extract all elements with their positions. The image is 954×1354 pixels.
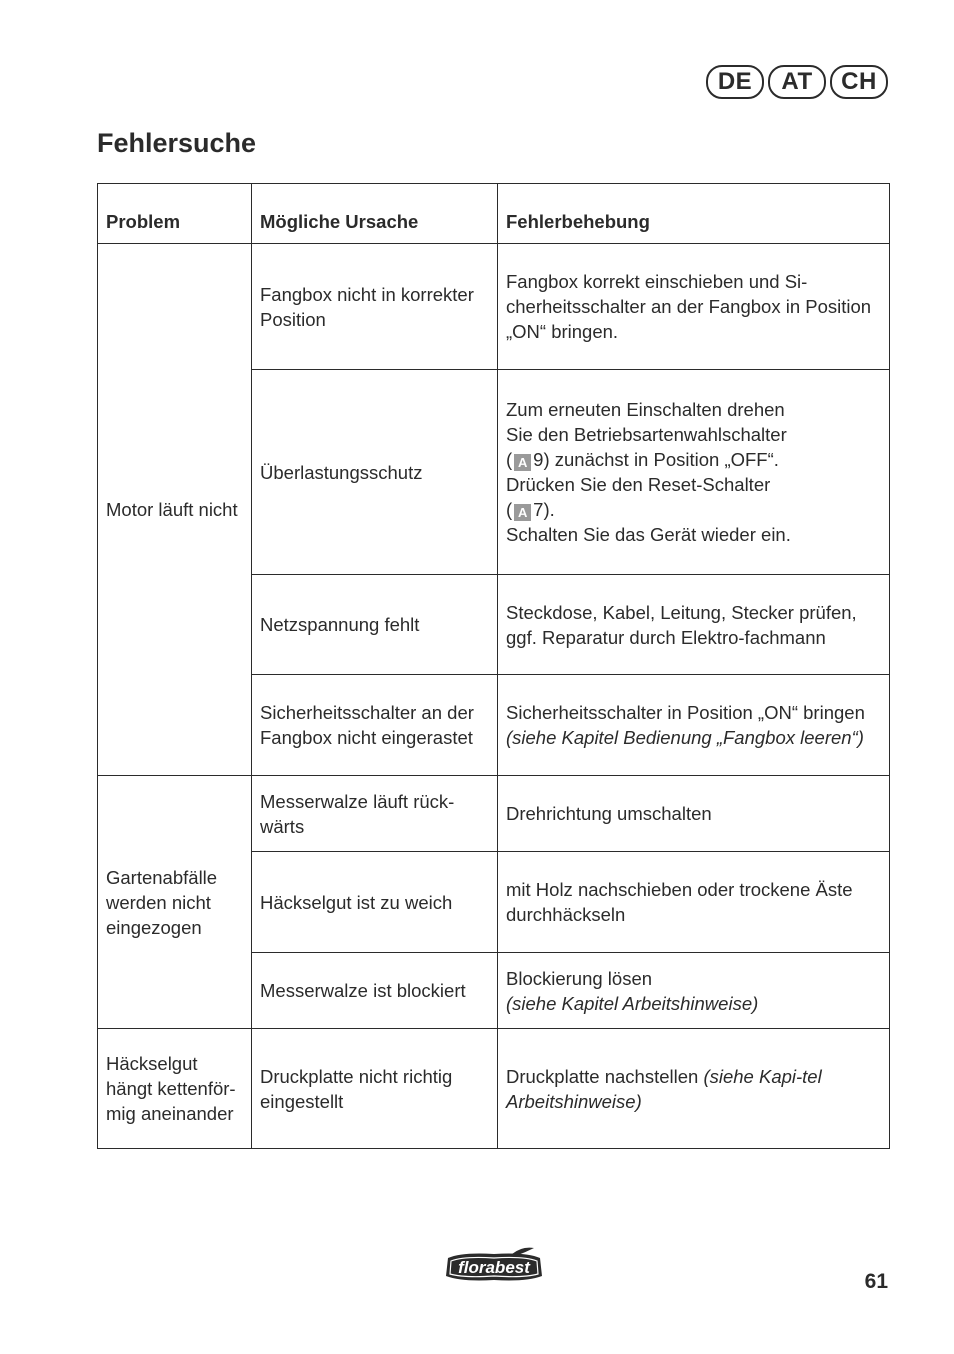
problem-cell: Gartenabfälle werden nicht eingezogen [98,776,252,1029]
table-header-row [98,184,890,244]
remedy-line: 7). [533,499,555,520]
table-row [98,244,890,370]
florabest-logo [442,1246,546,1284]
language-badges [706,65,888,99]
remedy-cell [498,1029,890,1149]
header-problem: Problem [98,184,252,244]
remedy-note: (siehe Kapitel Bedienung „Fangbox leeren“) [506,727,864,748]
page-title: Fehlersuche [97,128,257,158]
remedy-cell: Drehrichtung umschalten [498,776,890,852]
problem-cell: Motor läuft nicht [98,244,252,776]
figure-a-ref-icon: A [514,504,531,521]
table-row [98,1029,890,1149]
page-number: 61 [864,1270,888,1293]
remedy-line: Drücken Sie den Reset-Schalter [506,474,771,495]
header-remedy: Fehlerbehebung [498,184,890,244]
logo-text: florabest [458,1258,530,1277]
remedy-cell: Steckdose, Kabel, Leitung, Stecker prüfen, ggf. Reparatur durch Elektro-fachmann [498,575,890,675]
lang-badge-at: AT [768,65,826,99]
lang-badge-ch: CH [830,65,888,99]
remedy-note: (siehe Kapi-tel Arbeitshinweise) [506,1065,822,1112]
figure-a-ref-icon: A [514,454,531,471]
remedy-text: Sicherheitsschalter in Position „ON“ bringen [506,702,865,723]
remedy-text: Druckplatte nachstellen [506,1065,699,1087]
remedy-cell [498,953,890,1029]
remedy-note: (siehe Kapitel Arbeitshinweise) [506,992,759,1014]
remedy-line: 9) zunächst in Position „OFF“. [533,449,779,470]
problem-cell: Häckselgut hängt kettenför-mig aneinander [98,1029,252,1149]
remedy-line: Schalten Sie das Gerät wieder ein. [506,524,791,545]
header-cause: Mögliche Ursache [252,184,498,244]
cause-cell: Überlastungsschutz [252,370,498,575]
remedy-text: Blockierung lösen [506,967,653,989]
cause-cell: Sicherheitsschalter an der Fangbox nicht eingerastet [252,675,498,776]
cause-cell: Häckselgut ist zu weich [252,852,498,953]
remedy-cell: mit Holz nachschieben oder trockene Äste durchhäckseln [498,852,890,953]
remedy-line-prefix: ( [506,449,513,470]
cause-cell: Druckplatte nicht richtig eingestellt [252,1029,498,1149]
table-row [98,776,890,852]
troubleshooting-table [97,183,890,1149]
cause-cell: Messerwalze läuft rück-wärts [252,776,498,852]
remedy-cell [498,675,890,776]
remedy-cell [498,370,890,575]
lang-badge-de: DE [706,65,764,99]
remedy-line: Zum erneuten Einschalten drehen [506,399,785,420]
cause-cell: Fangbox nicht in korrekter Position [252,244,498,370]
cause-cell: Messerwalze ist blockiert [252,953,498,1029]
remedy-line-prefix: ( [506,499,513,520]
cause-cell: Netzspannung fehlt [252,575,498,675]
remedy-cell: Fangbox korrekt einschieben und Si-cherheitsschalter an der Fangbox in Position „ON“ bringen. [498,244,890,370]
remedy-line: Sie den Betriebsartenwahlschalter [506,424,787,445]
